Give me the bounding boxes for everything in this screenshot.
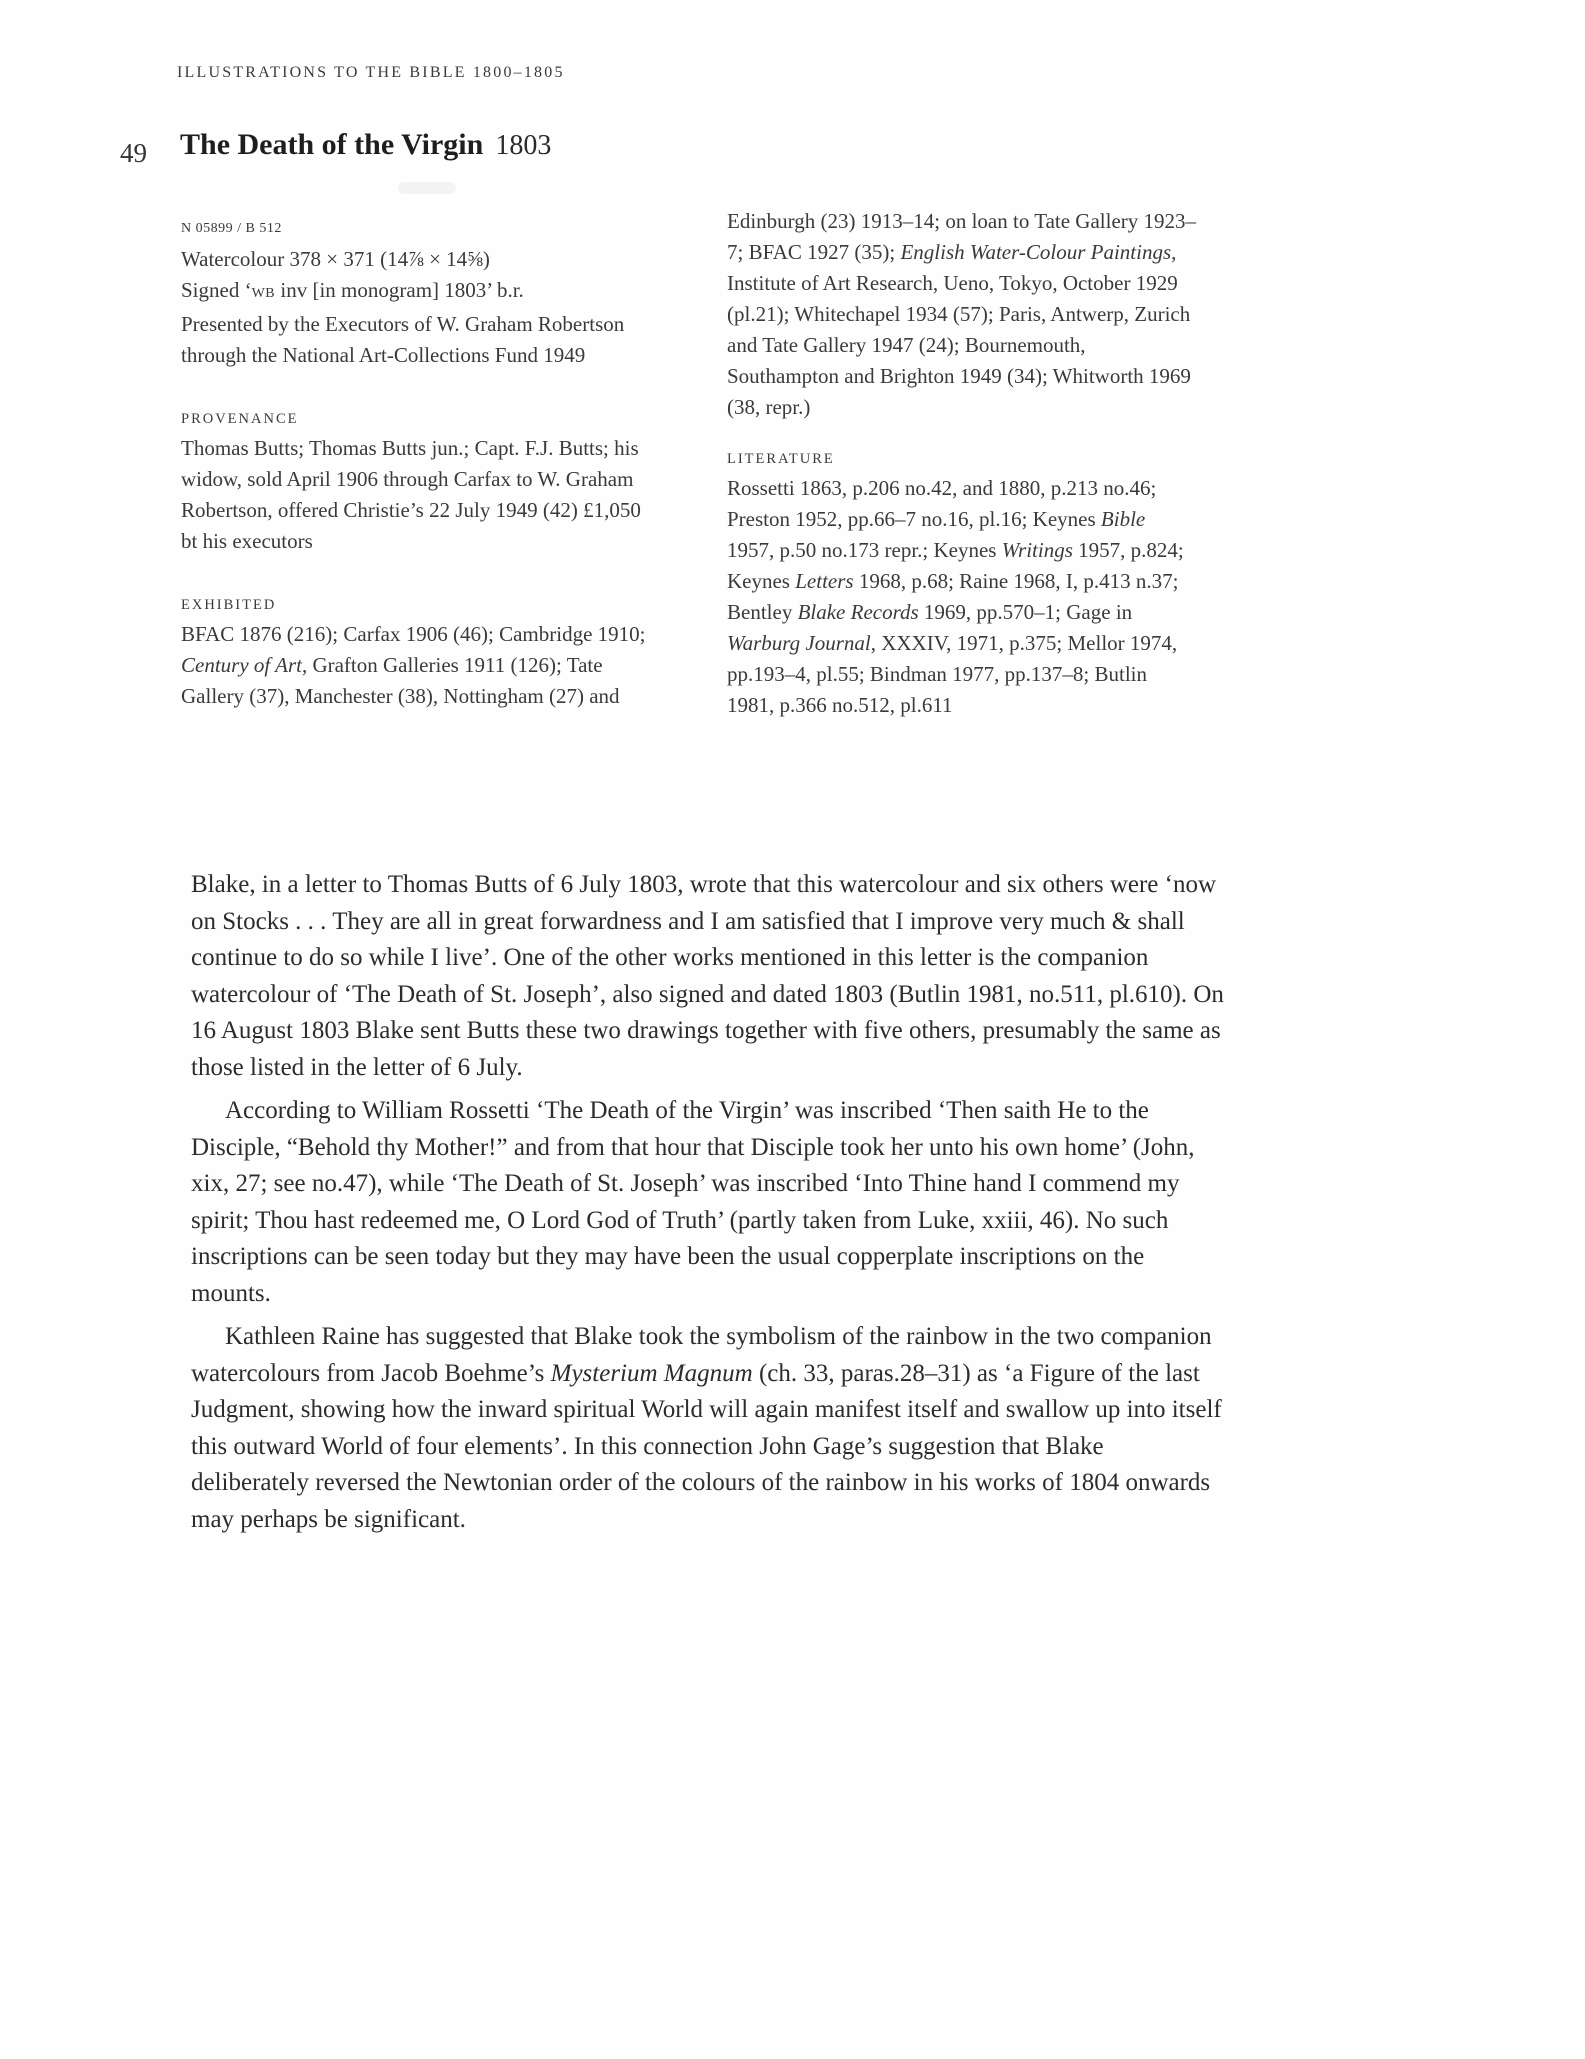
p3-b: (ch. 33, paras.28–31) as ‘a Figure of the last Judgment, showing how the inward spiritual World will again manifest itself and swallow up into itself this outward World of four elements’. In this connection John Gage’s suggestion that Blake deliberately reversed the Newtonian order of the colours of the rainbow in his works of 1804 onwards may perhaps be significant. bbox=[191, 1359, 1222, 1533]
signature-text-a: Signed ‘ bbox=[181, 278, 252, 302]
lit-i3: Letters bbox=[795, 569, 854, 593]
signature-text-b: inv [in monogram] 1803’ b.r. bbox=[275, 278, 524, 302]
presented-note: Presented by the Executors of W. Graham Robertson through the National Art-Collections Fund 1949 bbox=[181, 312, 625, 367]
lit-t3: 1957, p.824; Keynes bbox=[727, 538, 1184, 593]
exhibited-t2-cont: Edinburgh (23) 1913–14; on loan to Tate Gallery 1923–7; BFAC 1927 (35); bbox=[727, 209, 1197, 264]
lit-i5: Warburg Journal bbox=[727, 631, 871, 655]
signature-note bbox=[181, 275, 651, 309]
commentary bbox=[191, 867, 1226, 1545]
exhibited-text-left bbox=[181, 619, 651, 712]
p3-a: Kathleen Raine has suggested that Blake took the symbolism of the rainbow in the two companion watercolours from Jacob Boehme’s bbox=[191, 1323, 1212, 1387]
exhibited-i2: English Water-Colour Paintings bbox=[900, 240, 1172, 264]
commentary-paragraph-3 bbox=[191, 1319, 1226, 1538]
entry-title-text: The Death of the Virgin bbox=[180, 128, 484, 161]
provenance-label: PROVENANCE bbox=[181, 411, 299, 427]
lit-i4: Blake Records bbox=[797, 600, 919, 624]
signature-monogram: WB bbox=[251, 286, 276, 301]
medium-dimensions: Watercolour 378 × 371 (14⅞ × 14⅝) bbox=[181, 247, 490, 271]
exhibited-t3: , Institute of Art Research, Ueno, Tokyo, October 1929 (pl.21); Whitechapel 1934 (57); Paris, Antwerp, Zurich and Tate Gallery 1947 (24); Bournemouth, Southampton and Brighton 1949 (34); Whitworth 1969 (38, repr.) bbox=[727, 240, 1191, 419]
exhibited-t2-part: , Grafton Galleries 1911 (126); Tate Gallery (37), Manchester (38), Nottingham (27) and bbox=[181, 653, 620, 708]
exhibited-label: EXHIBITED bbox=[181, 597, 277, 613]
lit-t1: Rossetti 1863, p.206 no.42, and 1880, p.213 no.46; Preston 1952, pp.66–7 no.16, pl.16; Keynes bbox=[727, 476, 1157, 531]
running-head: ILLUSTRATIONS TO THE BIBLE 1800–1805 bbox=[177, 64, 565, 81]
lit-t6: , XXXIV, 1971, p.375; Mellor 1974, pp.193–4, pl.55; Bindman 1977, pp.137–8; Butlin 1981, p.366 no.512, pl.611 bbox=[727, 631, 1178, 717]
paper-smudge bbox=[398, 182, 456, 194]
entry-title bbox=[180, 128, 551, 162]
entry-year: 1803 bbox=[495, 130, 552, 161]
lit-t2: 1957, p.50 no.173 repr.; Keynes bbox=[727, 538, 1002, 562]
catalogue-number: 49 bbox=[120, 138, 147, 168]
literature-label: LITERATURE bbox=[727, 451, 835, 467]
commentary-paragraph-1: Blake, in a letter to Thomas Butts of 6 July 1803, wrote that this watercolour and six others were ‘now on Stocks . . . They are all in great forwardness and I am satisfied that I improve very much & shall continue to do so while I live’. One of the other works mentioned in this letter is the companion watercolour of ‘The Death of St. Joseph’, also signed and dated 1803 (Butlin 1981, no.511, pl.610). On 16 August 1803 Blake sent Butts these two drawings together with five others, presumably the same as those listed in the letter of 6 July. bbox=[191, 871, 1224, 1081]
literature-text bbox=[727, 473, 1197, 721]
exhibited-text-right bbox=[727, 206, 1197, 423]
exhibited-i1: Century of Art bbox=[181, 653, 302, 677]
commentary-paragraph-2: According to William Rossetti ‘The Death of the Virgin’ was inscribed ‘Then saith He to the Disciple, “Behold thy Mother!” and from that hour that Disciple took her unto his own home’ (John, xix, 27; see no.47), while ‘The Death of St. Joseph’ was inscribed ‘Into Thine hand I commend my spirit; Thou hast redeemed me, O Lord God of Truth’ (partly taken from Luke, xxiii, 46). No such inscriptions can be seen today but they may have been the usual copperplate inscriptions on the mounts. bbox=[191, 1097, 1195, 1307]
lit-i1: Bible bbox=[1100, 507, 1146, 531]
catalogue-left-column bbox=[181, 213, 651, 712]
catalogue-right-column bbox=[727, 206, 1197, 721]
lit-t4: 1968, p.68; Raine 1968, I, p.413 n.37; Bentley bbox=[727, 569, 1179, 624]
provenance-text: Thomas Butts; Thomas Butts jun.; Capt. F.J. Butts; his widow, sold April 1906 through Carfax to W. Graham Robertson, offered Christie’s 22 July 1949 (42) £1,050 bt his executors bbox=[181, 436, 641, 553]
exhibited-t1: BFAC 1876 (216); Carfax 1906 (46); Cambridge 1910; bbox=[181, 622, 646, 646]
p3-italic: Mysterium Magnum bbox=[550, 1359, 753, 1387]
lit-t5: 1969, pp.570–1; Gage in bbox=[918, 600, 1133, 624]
accession-number: N 05899 / B 512 bbox=[181, 221, 282, 236]
lit-i2: Writings bbox=[1001, 538, 1073, 562]
